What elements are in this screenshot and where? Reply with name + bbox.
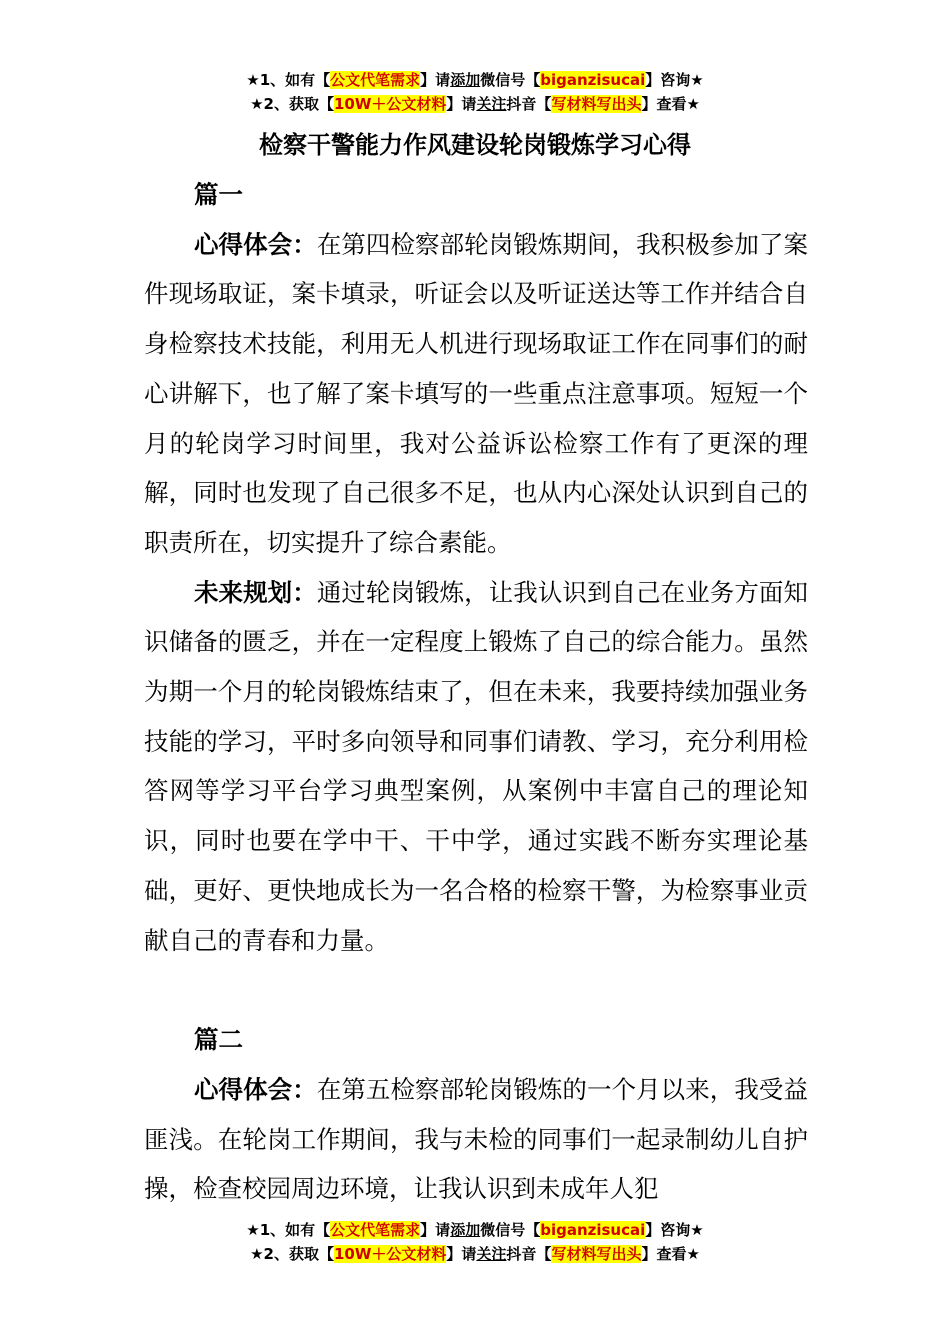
paragraph-label: 心得体会： (194, 1074, 317, 1104)
banner-underline: 关注 (476, 1245, 507, 1263)
banner-line-1: ★1、如有【公文代笔需求】请添加微信号【biganzisucai】咨询★ (246, 1221, 704, 1239)
banner-highlight: 10W＋公文材料 (333, 95, 447, 113)
banner-highlight: 公文代笔需求 (330, 71, 421, 89)
section-gap (144, 965, 808, 1015)
paragraph-label: 未来规划： (194, 577, 317, 607)
banner-line-2: ★2、获取【10W＋公文材料】请关注抖音【写材料写出头】查看★ (250, 1245, 700, 1263)
document-title: 检察干警能力作风建设轮岗锻炼学习心得 (259, 131, 691, 159)
document-body (144, 170, 808, 1214)
paragraph-label: 心得体会： (194, 229, 317, 259)
top-banner (0, 68, 950, 116)
banner-underline: 添加 (450, 1221, 481, 1239)
banner-highlight: 公文代笔需求 (330, 1221, 421, 1239)
banner-underline: 添加 (450, 71, 481, 89)
paragraph-experience-1: 心得体会：在第四检察部轮岗锻炼期间，我积极参加了案件现场取证，案卡填录，听证会以及听证送达等工作并结合自身检察技术技能，利用无人机进行现场取证工作在同事们的耐心讲解下，也了解了案卡填写的一些重点注意事项。短短一个月的轮岗学习时间里，我对公益诉讼检察工作有了更深的理解，同时也发现了自己很多不足，也从内心深处认识到自己的职责所在，切实提升了综合素能。 (144, 229, 808, 557)
bottom-banner (0, 1218, 950, 1266)
banner-line-2: ★2、获取【10W＋公文材料】请关注抖音【写材料写出头】查看★ (250, 95, 700, 113)
banner-highlight-douyin: 写材料写出头 (551, 1245, 642, 1263)
paragraph-experience-2: 心得体会：在第五检察部轮岗锻炼的一个月以来，我受益匪浅。在轮岗工作期间，我与未检的同事们一起录制幼儿自护操，检查校园周边环境，让我认识到未成年人犯 (144, 1074, 808, 1204)
section-heading-1: 篇一 (194, 180, 243, 209)
paragraph-plan-1: 未来规划：通过轮岗锻炼，让我认识到自己在业务方面知识储备的匮乏，并在一定程度上锻炼了自己的综合能力。虽然为期一个月的轮岗锻炼结束了，但在未来，我要持续加强业务技能的学习，平时多向领导和同事们请教、学习，充分利用检答网等学习平台学习典型案例，从案例中丰富自己的理论知识，同时也要在学中干、干中学，通过实践不断夯实理论基础，更好、更快地成长为一名合格的检察干警，为检察事业贡献自己的青春和力量。 (144, 577, 808, 955)
banner-highlight-wechat: biganzisucai (540, 71, 646, 89)
banner-highlight-douyin: 写材料写出头 (551, 95, 642, 113)
section-heading-2: 篇二 (194, 1025, 243, 1055)
banner-underline: 关注 (476, 95, 507, 113)
banner-highlight-wechat: biganzisucai (540, 1221, 646, 1239)
banner-highlight: 10W＋公文材料 (333, 1245, 447, 1263)
banner-line-1: ★1、如有【公文代笔需求】请添加微信号【biganzisucai】咨询★ (246, 71, 704, 89)
